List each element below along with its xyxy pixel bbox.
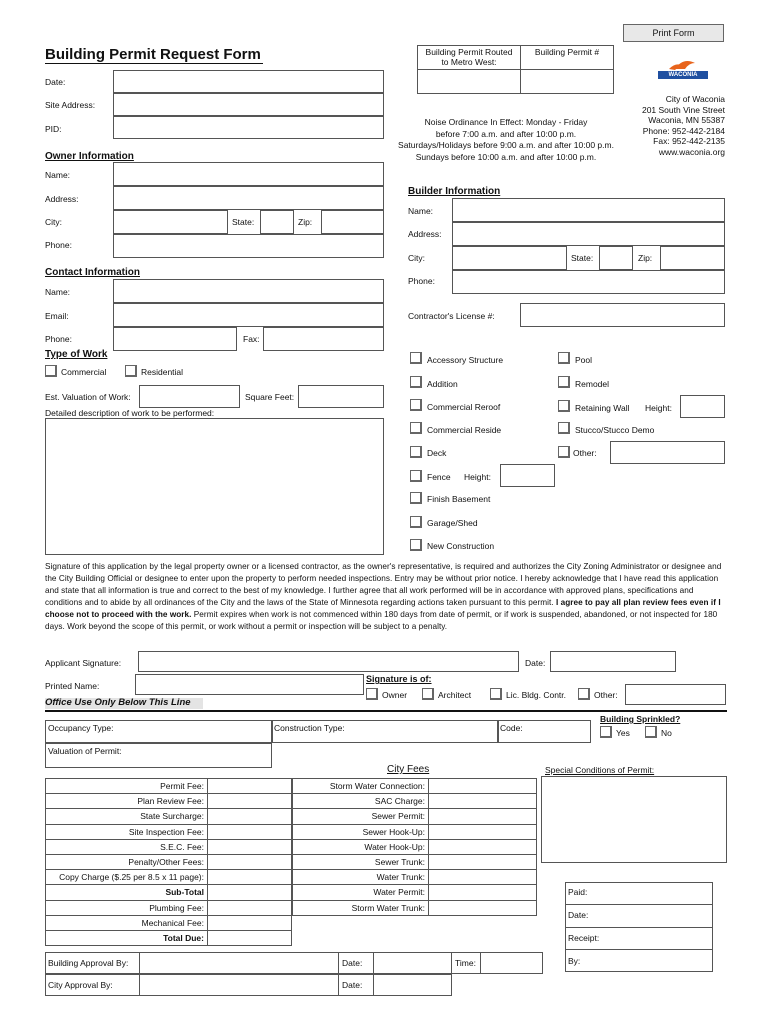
fee-left-label: Permit Fee: <box>160 781 204 791</box>
fee-right-value-field[interactable] <box>428 854 537 870</box>
fence-label: Fence <box>427 472 451 482</box>
fee-right-label: Sewer Trunk: <box>374 857 425 867</box>
fee-left-label: Site Inspection Fee: <box>128 826 204 837</box>
fee-right-value-field[interactable] <box>428 808 537 824</box>
noise-ordinance: Noise Ordinance In Effect: Monday - Friday before 7:00 a.m. and after 10:00 p.m. Saturdays/Holidays before 9:00 a.m. and after 10:00 p.m. Sundays before 10:00 a.m. and after 10:00 p.m. <box>398 117 614 162</box>
fee-left-value-field[interactable] <box>207 930 292 946</box>
square-feet-label: Square Feet: <box>245 392 295 402</box>
fee-left-value-field[interactable] <box>207 824 292 840</box>
owner-phone-field[interactable] <box>113 234 384 258</box>
fee-left-value-field[interactable] <box>207 778 292 794</box>
ba-date-label: Date: <box>342 958 363 968</box>
fee-left-label-cell <box>45 778 208 794</box>
site-address-field[interactable] <box>113 93 384 116</box>
accessory-label: Accessory Structure <box>427 355 504 365</box>
fee-right-label-cell <box>292 869 429 885</box>
residential-label: Residential <box>141 367 184 377</box>
contact-fax-field[interactable] <box>263 327 384 351</box>
pid-field[interactable] <box>113 116 384 139</box>
finish-basement-label: Finish Basement <box>427 494 491 504</box>
printed-name-label: Printed Name: <box>45 681 100 691</box>
sig-architect-label: Architect <box>438 690 472 700</box>
applicant-signature-label: Applicant Signature: <box>45 658 122 668</box>
addition-label: Addition <box>427 379 458 389</box>
stucco-checkbox[interactable] <box>558 422 570 434</box>
fence-checkbox[interactable] <box>410 470 422 482</box>
date-label: Date: <box>45 77 66 87</box>
owner-city-label: City: <box>45 217 62 227</box>
fee-right-value-field[interactable] <box>428 824 537 840</box>
residential-checkbox[interactable] <box>125 365 137 377</box>
printed-name-field[interactable] <box>135 674 364 695</box>
contact-heading: Contact Information <box>45 267 140 278</box>
retaining-wall-label: Retaining Wall <box>575 403 630 413</box>
office-divider <box>45 710 727 712</box>
receipt-label: Receipt: <box>568 933 600 943</box>
sig-contractor-checkbox[interactable] <box>490 688 502 700</box>
contact-email-field[interactable] <box>113 303 384 327</box>
builder-zip-label: Zip: <box>638 253 653 263</box>
applicant-signature-field[interactable] <box>138 651 519 672</box>
routed-metro-field[interactable] <box>418 70 519 93</box>
fee-left-value-field[interactable] <box>207 793 292 809</box>
construction-label: Construction Type: <box>274 723 345 733</box>
ca-date-field[interactable] <box>373 974 452 996</box>
contact-name-label: Name: <box>45 287 71 297</box>
fee-left-value-field[interactable] <box>207 808 292 824</box>
contractor-license-field[interactable] <box>520 303 725 327</box>
owner-address-label: Address: <box>45 194 79 204</box>
fee-left-value-field[interactable] <box>207 869 292 885</box>
owner-name-field[interactable] <box>113 162 384 186</box>
retaining-height-label: Height: <box>645 403 672 413</box>
fee-right-label: Storm Water Trunk: <box>351 902 425 913</box>
pool-checkbox[interactable] <box>558 352 570 364</box>
owner-name-label: Name: <box>45 170 71 180</box>
fee-left-label-cell <box>45 884 208 900</box>
time-field[interactable] <box>480 952 543 974</box>
fee-left-label: Mechanical Fee: <box>141 917 204 928</box>
fee-right-label: Water Trunk: <box>376 872 425 883</box>
fee-right-label: SAC Charge: <box>374 796 425 807</box>
sig-owner-checkbox[interactable] <box>366 688 378 700</box>
sprinkled-no-label: No <box>661 728 672 738</box>
owner-heading: Owner Information <box>45 151 134 162</box>
fee-right-label: Sewer Hook-Up: <box>362 826 425 837</box>
fee-left-value-field[interactable] <box>207 854 292 870</box>
fee-right-label-cell <box>292 854 429 870</box>
builder-address-field[interactable] <box>452 222 725 246</box>
garage-label: Garage/Shed <box>427 518 478 528</box>
fee-right-label-cell <box>292 824 429 840</box>
pay-date-label: Date: <box>568 910 589 920</box>
building-approval-field[interactable] <box>139 952 339 974</box>
signature-date-label: Date: <box>525 658 546 668</box>
owner-address-field[interactable] <box>113 186 384 210</box>
builder-state-label: State: <box>571 253 594 263</box>
fee-right-label: Storm Water Connection: <box>329 781 425 791</box>
fee-left-label-cell <box>45 839 208 855</box>
fee-left-label: Penalty/Other Fees: <box>128 857 204 867</box>
contact-name-field[interactable] <box>113 279 384 303</box>
remodel-checkbox[interactable] <box>558 376 570 388</box>
fee-right-label: Water Permit: <box>373 887 425 898</box>
fee-left-label-cell <box>45 808 208 824</box>
owner-city-field[interactable] <box>113 210 228 234</box>
builder-zip-field[interactable] <box>660 246 725 270</box>
owner-zip-label: Zip: <box>298 217 313 227</box>
fee-left-label: Sub-Total <box>165 887 204 898</box>
accessory-checkbox[interactable] <box>410 352 422 364</box>
sig-architect-checkbox[interactable] <box>422 688 434 700</box>
commercial-reside-checkbox[interactable] <box>410 422 422 434</box>
commercial-reroof-label: Commercial Reroof <box>427 402 501 412</box>
other-work-label: Other: <box>573 448 597 458</box>
contact-phone-label: Phone: <box>45 334 72 344</box>
fee-right-value-field[interactable] <box>428 884 537 900</box>
fence-height-field[interactable] <box>500 464 555 487</box>
payment-divider-1 <box>565 904 713 905</box>
fee-right-value-field[interactable] <box>428 839 537 855</box>
builder-heading: Builder Information <box>408 186 501 197</box>
sig-owner-label: Owner <box>382 690 408 700</box>
owner-zip-field[interactable] <box>321 210 384 234</box>
fee-left-label-cell <box>45 824 208 840</box>
legal-statement: Signature of this application by the legal property owner or a licensed contractor, as the owner's representative, is required and authorizes the City Zoning Administrator or designee and the City Building Official or designee to enter upon the property to perform needed inspections. Entry may be without prior notice. I hereby acknowledge that I have read this application and state that all information is true and correct to the best of my knowledge. I further agree that all work performed will be in accordance with approved plans, specifications and conditions and to abide by all ordinances of the City and the laws of the State of Minnesota regarding actions taken pursuant to this permit. I agree to pay all plan review fees even if I choose not to proceed with the work. Permit expires when work is not commenced within 180 days from date of permit, or if work is suspended, abandoned, or not inspected for 180 days. Work beyond the scope of this permit, or work without a permit or inspection will be subject to a penalty. <box>45 562 722 631</box>
contact-email-label: Email: <box>45 311 69 321</box>
payment-divider-3 <box>565 949 713 950</box>
other-work-field[interactable] <box>610 441 725 464</box>
ca-date-label: Date: <box>342 980 363 990</box>
sprinkled-no-checkbox[interactable] <box>645 726 657 738</box>
fee-left-label-cell <box>45 854 208 870</box>
builder-city-label: City: <box>408 253 425 263</box>
fee-left-value-field[interactable] <box>207 839 292 855</box>
fee-right-value-field[interactable] <box>428 793 537 809</box>
fee-right-label-cell <box>292 839 429 855</box>
builder-city-field[interactable] <box>452 246 567 270</box>
payment-divider-2 <box>565 927 713 928</box>
fence-height-label: Height: <box>464 472 491 482</box>
builder-state-field[interactable] <box>599 246 633 270</box>
owner-state-field[interactable] <box>260 210 294 234</box>
building-approval-label: Building Approval By: <box>48 958 129 968</box>
builder-address-label: Address: <box>408 229 442 239</box>
city-approval-label: City Approval By: <box>48 980 113 990</box>
sig-other-label: Other: <box>594 690 618 700</box>
fee-left-label-cell <box>45 900 208 916</box>
site-address-label: Site Address: <box>45 100 96 110</box>
fee-left-label: Total Due: <box>163 933 204 943</box>
finish-basement-checkbox[interactable] <box>410 492 422 504</box>
commercial-reroof-checkbox[interactable] <box>410 399 422 411</box>
sig-other-field[interactable] <box>625 684 726 705</box>
fee-left-label: Copy Charge ($.25 per 8.5 x 11 page): <box>59 872 204 883</box>
special-conditions-label: Special Conditions of Permit: <box>545 765 655 775</box>
city-fees-heading: City Fees <box>387 764 430 775</box>
permit-number-label: Building Permit # <box>534 47 600 57</box>
fee-left-label: Plan Review Fee: <box>137 796 204 807</box>
valuation-label: Est. Valuation of Work: <box>45 392 131 402</box>
fee-right-label: Water Hook-Up: <box>364 841 425 852</box>
commercial-reside-label: Commercial Reside <box>427 425 502 435</box>
date-field[interactable] <box>113 70 384 93</box>
sprinkled-yes-label: Yes <box>616 728 630 738</box>
print-form-button[interactable]: Print Form <box>623 24 724 42</box>
occupancy-label: Occupancy Type: <box>48 723 114 733</box>
office-heading: Office Use Only Below This Line <box>45 697 191 708</box>
contractor-license-label: Contractor's License #: <box>408 311 495 321</box>
other-work-checkbox[interactable] <box>558 446 570 458</box>
fee-right-value-field[interactable] <box>428 869 537 885</box>
addition-checkbox[interactable] <box>410 376 422 388</box>
by-label: By: <box>568 956 581 966</box>
fee-right-label-cell <box>292 778 429 794</box>
permit-number-field[interactable] <box>521 70 613 93</box>
logo-text: WACONIA <box>668 72 698 78</box>
fee-left-label-cell <box>45 869 208 885</box>
new-construction-checkbox[interactable] <box>410 539 422 551</box>
signature-date-field[interactable] <box>550 651 676 672</box>
pool-label: Pool <box>575 355 593 365</box>
fee-left-value-field[interactable] <box>207 915 292 931</box>
commercial-label: Commercial <box>61 367 107 377</box>
contact-phone-field[interactable] <box>113 327 237 351</box>
valuation-permit-label: Valuation of Permit: <box>48 746 122 756</box>
sprinkled-label: Building Sprinkled? <box>600 714 681 724</box>
fee-left-label-cell <box>45 930 208 946</box>
fee-right-label-cell <box>292 793 429 809</box>
page-title: Building Permit Request Form <box>45 46 261 63</box>
city-info: City of Waconia 201 South Vine Street Waconia, MN 55387 Phone: 952-442-2184 Fax: 952-442-2135 www.waconia.org <box>641 94 725 157</box>
fee-right-value-field[interactable] <box>428 900 537 916</box>
contact-fax-label: Fax: <box>243 334 260 344</box>
description-label: Detailed description of work to be performed: <box>45 408 215 418</box>
fee-right-value-field[interactable] <box>428 778 537 794</box>
fee-left-label: Plumbing Fee: <box>149 902 204 913</box>
commercial-checkbox[interactable] <box>45 365 57 377</box>
signature-of-label: Signature is of: <box>366 674 432 684</box>
builder-phone-label: Phone: <box>408 276 435 286</box>
builder-phone-field[interactable] <box>452 270 725 294</box>
type-of-work-heading: Type of Work <box>45 349 108 360</box>
ba-date-field[interactable] <box>373 952 452 974</box>
deck-label: Deck <box>427 448 447 458</box>
valuation-field[interactable] <box>139 385 240 408</box>
pid-label: PID: <box>45 124 62 134</box>
garage-checkbox[interactable] <box>410 516 422 528</box>
fee-left-value-field[interactable] <box>207 900 292 916</box>
fee-left-label-cell <box>45 793 208 809</box>
fee-right-label-cell <box>292 884 429 900</box>
square-feet-field[interactable] <box>298 385 384 408</box>
description-field[interactable] <box>45 418 384 555</box>
fee-left-value-field[interactable] <box>207 884 292 900</box>
legal-bold: I agree to pay all plan review fees even if I choose not to proceed with the work. <box>45 598 721 619</box>
builder-name-label: Name: <box>408 206 434 216</box>
retaining-wall-checkbox[interactable] <box>558 400 570 412</box>
paid-label: Paid: <box>568 887 588 897</box>
sprinkled-yes-checkbox[interactable] <box>600 726 612 738</box>
fee-right-label-cell <box>292 808 429 824</box>
builder-name-field[interactable] <box>452 198 725 222</box>
stucco-label: Stucco/Stucco Demo <box>575 425 655 435</box>
fee-right-label-cell <box>292 900 429 916</box>
owner-state-label: State: <box>232 217 255 227</box>
fee-right-label: Sewer Permit: <box>371 811 425 822</box>
city-approval-field[interactable] <box>139 974 339 996</box>
fee-left-label: S.E.C. Fee: <box>160 841 204 852</box>
sig-other-checkbox[interactable] <box>578 688 590 700</box>
remodel-label: Remodel <box>575 379 610 389</box>
title-underline <box>45 63 263 64</box>
retaining-height-field[interactable] <box>680 395 725 418</box>
routed-label: Building Permit Routed to Metro West: <box>425 47 513 67</box>
code-label: Code: <box>500 723 523 733</box>
special-conditions-field[interactable] <box>541 776 727 863</box>
owner-phone-label: Phone: <box>45 240 72 250</box>
deck-checkbox[interactable] <box>410 446 422 458</box>
waconia-logo <box>655 57 711 83</box>
new-construction-label: New Construction <box>427 541 495 551</box>
sig-contractor-label: Lic. Bldg. Contr. <box>506 690 567 700</box>
time-label: Time: <box>455 958 476 968</box>
fee-left-label: State Surcharge: <box>140 811 204 822</box>
fee-left-label-cell <box>45 915 208 931</box>
